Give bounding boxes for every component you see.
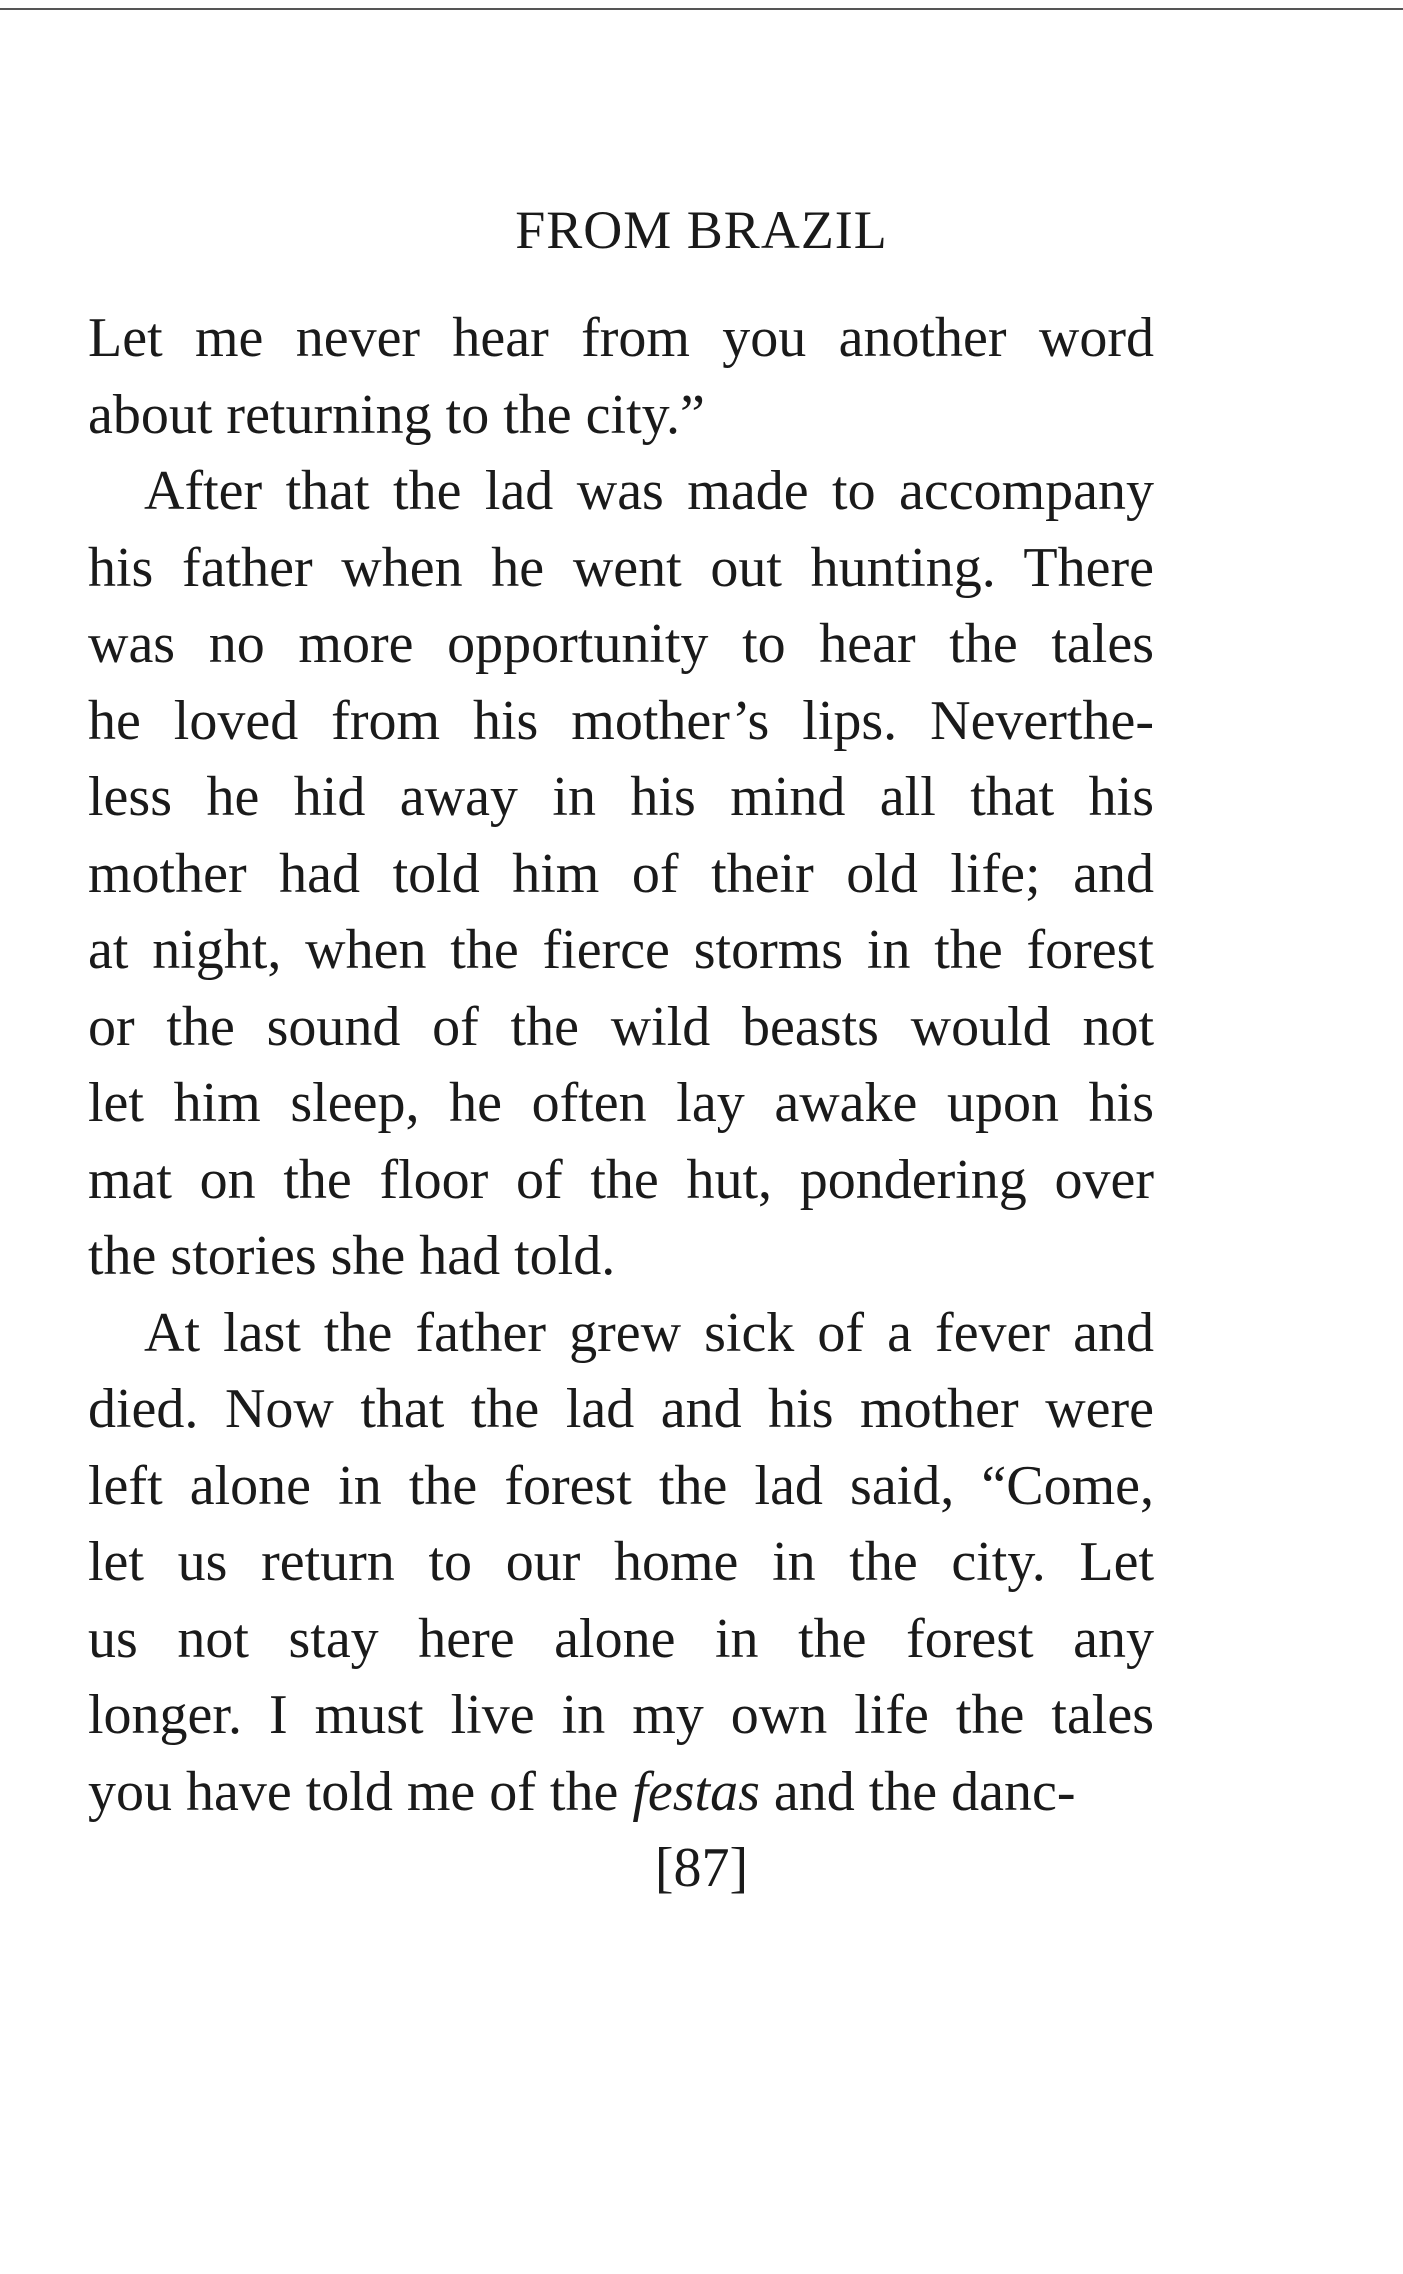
text-line: about returning to the city.”: [88, 383, 705, 446]
text-line: mat on the floor of the hut, pondering over: [88, 1148, 1154, 1211]
text-line: After that the lad was made to accompany: [144, 460, 1154, 522]
text-line: was no more opportunity to hear the tales: [88, 613, 1154, 675]
final-line-after: and the danc-: [759, 1760, 1076, 1823]
text-line: at night, when the fierce storms in the forest: [88, 919, 1154, 981]
text-line-final: [88, 1754, 1154, 1831]
text-line: less he hid away in his mind all that his: [88, 766, 1154, 828]
top-rule: [0, 8, 1403, 10]
running-head: FROM BRAZIL: [515, 200, 888, 260]
page-number: [87]: [654, 1837, 749, 1899]
final-line-before: you have told me of the: [88, 1760, 633, 1823]
text-line: us not stay here alone in the forest any: [88, 1607, 1154, 1670]
text-line: mother had told him of their old life; and: [88, 842, 1154, 905]
text-line: At last the father grew sick of a fever and: [144, 1301, 1154, 1364]
text-lines: [88, 300, 1154, 1754]
text-line: Let me never hear from you another word: [88, 307, 1154, 369]
text-line: his father when he went out hunting. There: [88, 536, 1154, 599]
text-line: the stories she had told.: [88, 1225, 616, 1287]
body-text: [88, 300, 1154, 1830]
text-line: left alone in the forest the lad said, “Come,: [88, 1454, 1154, 1517]
text-line: longer. I must live in my own life the tales: [88, 1684, 1154, 1746]
text-line: or the sound of the wild beasts would not: [88, 995, 1154, 1058]
text-line: let us return to our home in the city. Let: [88, 1531, 1154, 1593]
text-line: let him sleep, he often lay awake upon his: [88, 1072, 1154, 1134]
final-line-italic: festas: [632, 1760, 760, 1823]
text-line: died. Now that the lad and his mother were: [88, 1378, 1154, 1440]
text-line: he loved from his mother’s lips. Neverthe-: [88, 689, 1154, 752]
